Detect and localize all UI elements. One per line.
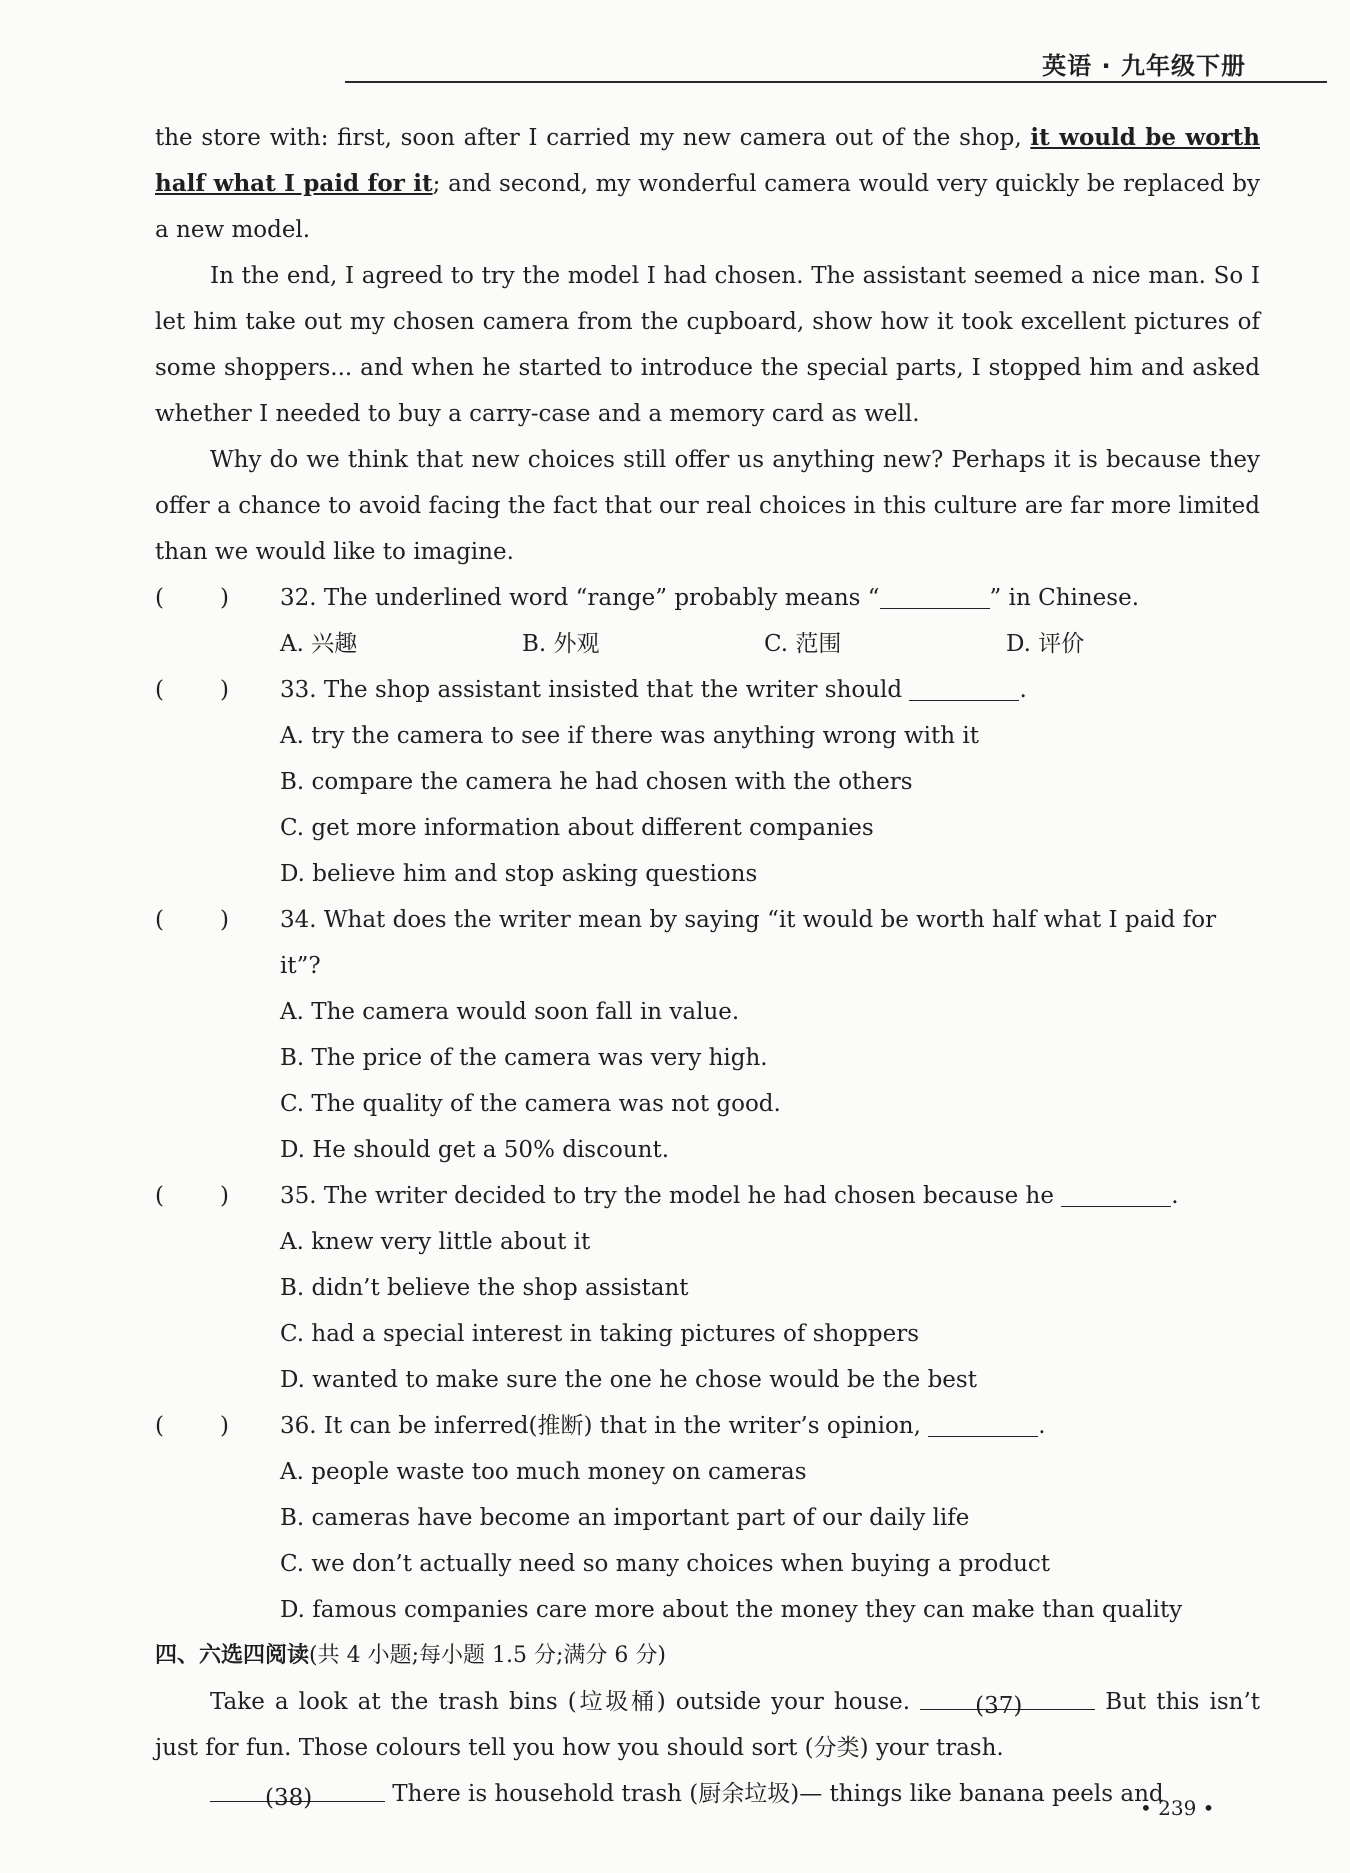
options-row — [155, 621, 1260, 667]
page-number: • 239 • — [1140, 1796, 1215, 1820]
answer-paren-open: ( — [155, 1183, 164, 1209]
paragraph-text: There is household trash (厨余垃圾)— things like banana peels and — [385, 1781, 1164, 1807]
question-36 — [155, 1403, 1260, 1449]
blank-38[interactable] — [210, 1775, 385, 1811]
answer-paren-open: ( — [155, 585, 164, 611]
answer-blank[interactable] — [880, 582, 990, 609]
answer-paren-close: ) — [220, 907, 229, 933]
question-33 — [155, 667, 1260, 713]
section-subtitle: (共 4 小题;每小题 1.5 分;满分 6 分) — [309, 1643, 666, 1668]
question-stem: 32. The underlined word “range” probably means “ — [280, 585, 880, 611]
question-stem: 35. The writer decided to try the model he had chosen because he — [280, 1183, 1062, 1209]
option-d: D. wanted to make sure the one he chose would be the best — [280, 1367, 977, 1393]
answer-paren-open: ( — [155, 1413, 164, 1439]
answer-blank[interactable] — [909, 674, 1019, 701]
answer-paren-open: ( — [155, 677, 164, 703]
question-stem-end: . — [1019, 677, 1027, 703]
option-b: B. cameras have become an important part of our daily life — [280, 1505, 970, 1531]
option-a: A. knew very little about it — [280, 1229, 591, 1255]
option-d: D. He should get a 50% discount. — [280, 1137, 670, 1163]
answer-paren-open: ( — [155, 907, 164, 933]
passage-paragraph — [155, 115, 1260, 253]
answer-paren-close: ) — [220, 1183, 229, 1209]
passage-paragraph: In the end, I agreed to try the model I had chosen. The assistant seemed a nice man. So I let him take out my chosen camera from the cupboard, show how it took excellent pictures of some shoppers... and when he started to introduce the special parts, I stopped him and asked whether I needed to buy a carry-case and a memory card as well. — [155, 263, 1260, 427]
blank-number: (37) — [975, 1693, 1023, 1719]
header-rule — [345, 81, 1327, 83]
paragraph-text: Take a look at the trash bins (垃圾桶) outside your house. — [210, 1689, 921, 1715]
option-c: C. we don’t actually need so many choices when buying a product — [280, 1551, 1051, 1577]
passage-paragraph — [155, 1679, 1260, 1771]
question-35 — [155, 1173, 1260, 1219]
answer-blank[interactable] — [928, 1410, 1038, 1437]
option-b: B. didn’t believe the shop assistant — [280, 1275, 689, 1301]
option-a: A. people waste too much money on cameras — [280, 1459, 807, 1485]
question-stem: 36. It can be inferred(推断) that in the writer’s opinion, — [280, 1413, 929, 1439]
section-heading — [155, 1633, 1260, 1679]
option-a: A. The camera would soon fall in value. — [280, 999, 740, 1025]
option-c: C. 范围 — [764, 631, 842, 657]
option-b: B. The price of the camera was very high. — [280, 1045, 768, 1071]
question-stem-end: . — [1038, 1413, 1046, 1439]
underlined-sentence: it would be worth half what I paid for it — [155, 124, 1260, 197]
blank-37[interactable] — [920, 1683, 1095, 1719]
answer-paren-close: ) — [220, 585, 229, 611]
answer-paren-close: ) — [220, 677, 229, 703]
passage-paragraph — [155, 1771, 1260, 1817]
option-b: B. compare the camera he had chosen with the others — [280, 769, 913, 795]
question-32 — [155, 575, 1260, 621]
option-c: C. had a special interest in taking pictures of shoppers — [280, 1321, 920, 1347]
option-c: C. The quality of the camera was not good. — [280, 1091, 781, 1117]
option-c: C. get more information about different companies — [280, 815, 874, 841]
option-b: B. 外观 — [522, 631, 600, 657]
option-d: D. 评价 — [1006, 631, 1085, 657]
answer-blank[interactable] — [1061, 1180, 1171, 1207]
question-stem: 34. What does the writer mean by saying “it would be worth half what I paid for it”? — [280, 907, 1217, 979]
question-stem: 33. The shop assistant insisted that the writer should — [280, 677, 910, 703]
paragraph-text: But this isn’t just for fun. Those colours tell you how you should sort (分类) your trash. — [155, 1689, 1260, 1761]
option-d: D. famous companies care more about the money they can make than quality — [280, 1597, 1183, 1623]
passage-paragraph: Why do we think that new choices still offer us anything new? Perhaps it is because they offer a chance to avoid facing the fact that our real choices in this culture are far more limited than we would like to imagine. — [155, 447, 1260, 565]
page-header — [0, 0, 1350, 90]
option-a: A. try the camera to see if there was anything wrong with it — [280, 723, 979, 749]
page-body — [155, 115, 1260, 1817]
paragraph-text: ; and second, my wonderful camera would very quickly be replaced by a new model. — [155, 171, 1260, 243]
question-stem-end: . — [1171, 1183, 1179, 1209]
option-a: A. 兴趣 — [280, 631, 358, 657]
section-title: 四、六选四阅读 — [155, 1643, 310, 1668]
option-d: D. believe him and stop asking questions — [280, 861, 758, 887]
paragraph-text: the store with: first, soon after I carried my new camera out of the shop, — [155, 125, 1031, 151]
question-34 — [155, 897, 1260, 989]
book-title: 英语 · 九年级下册 — [1042, 52, 1246, 80]
question-stem-end: ” in Chinese. — [989, 585, 1140, 611]
answer-paren-close: ) — [220, 1413, 229, 1439]
blank-number: (38) — [265, 1785, 313, 1811]
